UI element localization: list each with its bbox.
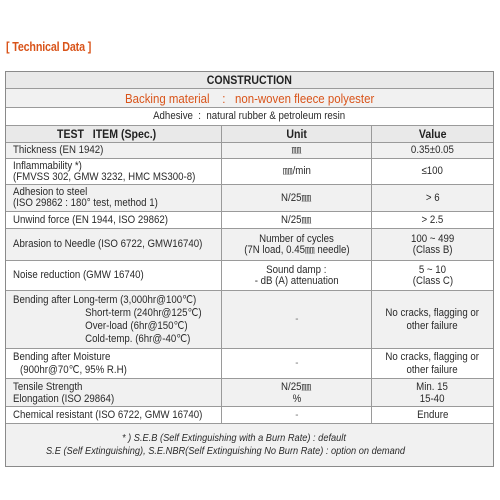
test-item: Inflammability *) (FMVSS 302, GMW 3232, HMC MS300-8) <box>13 159 196 183</box>
value-cell: 100 ~ 499 (Class B) <box>371 229 493 260</box>
unit-cell: ㎜ <box>221 143 371 158</box>
table-row <box>6 407 493 424</box>
column-header-unit: Unit <box>221 126 371 142</box>
footnote <box>6 424 493 466</box>
table-row <box>6 212 493 229</box>
unit-cell: N/25㎜ <box>221 212 371 228</box>
construction-title: CONSTRUCTION <box>206 72 293 87</box>
footnote-row <box>6 424 493 466</box>
unit-cell: Number of cycles (7N load, 0.45㎜ needle) <box>221 229 371 260</box>
test-item: Tensile Strength Elongation (ISO 29864) <box>13 380 115 405</box>
backing-material: Backing material : non-woven fleece polyester <box>124 90 375 106</box>
test-item: Abrasion to Needle (ISO 6722, GMW16740) <box>13 238 203 250</box>
value-cell: > 6 <box>371 185 493 211</box>
table-row <box>6 143 493 159</box>
footnote-line-1: * ) S.E.B (Self Extinguishing with a Burn Rate) : default <box>122 432 347 444</box>
table-row <box>6 159 493 185</box>
test-item: Unwind force (EN 1944, ISO 29862) <box>13 213 168 226</box>
column-header-row <box>6 126 493 143</box>
unit-cell: ㎜/min <box>221 159 371 184</box>
adhesive: Adhesive : natural rubber & petroleum resin <box>153 110 346 122</box>
value-cell: 5 ~ 10 (Class C) <box>371 261 493 290</box>
value-cell: ≤100 <box>371 159 493 184</box>
column-header-item: TEST ITEM (Spec.) <box>57 126 157 141</box>
adhesive-row <box>6 108 493 126</box>
table-row <box>6 261 493 291</box>
construction-title-row <box>6 72 493 89</box>
value-cell: > 2.5 <box>371 212 493 228</box>
test-item: Chemical resistant (ISO 6722, GMW 16740) <box>13 408 203 421</box>
backing-row <box>6 89 493 108</box>
unit-cell: - <box>221 349 371 378</box>
test-item: Bending after Long-term (3,000hr@100℃) Short-term (240hr@125℃) Over-load (6hr@150℃) Cold-temp. (6hr@-40℃) <box>13 293 202 345</box>
table-row <box>6 349 493 379</box>
unit-cell: Sound damp : - dB (A) attenuation <box>221 261 371 290</box>
table-row <box>6 291 493 349</box>
table-row <box>6 379 493 407</box>
unit-cell: - <box>221 291 371 348</box>
technical-data-table <box>5 71 494 467</box>
unit-cell: - <box>221 407 371 423</box>
value-cell: No cracks, flagging or other failure <box>371 349 493 378</box>
unit-cell: N/25㎜ <box>221 185 371 211</box>
value-cell: Min. 15 15-40 <box>371 379 493 406</box>
column-header-value: Value <box>371 126 493 142</box>
test-item: Bending after Moisture (900hr@70℃, 95% R.H) <box>13 350 127 376</box>
table-row <box>6 185 493 212</box>
value-cell: 0.35±0.05 <box>371 143 493 158</box>
section-heading: [ Technical Data ] <box>6 40 92 54</box>
unit-cell: N/25㎜ % <box>221 379 371 406</box>
value-cell: No cracks, flagging or other failure <box>371 291 493 348</box>
test-item: Thickness (EN 1942) <box>13 144 104 156</box>
table-row <box>6 229 493 261</box>
value-cell: Endure <box>371 407 493 423</box>
test-item: Adhesion to steel (ISO 29862 : 180° test, method 1) <box>13 186 158 209</box>
test-item: Noise reduction (GMW 16740) <box>13 269 144 281</box>
footnote-line-2: S.E (Self Extinguishing), S.E.NBR(Self Extinguishing No Burn Rate) : option on demand <box>45 445 405 457</box>
